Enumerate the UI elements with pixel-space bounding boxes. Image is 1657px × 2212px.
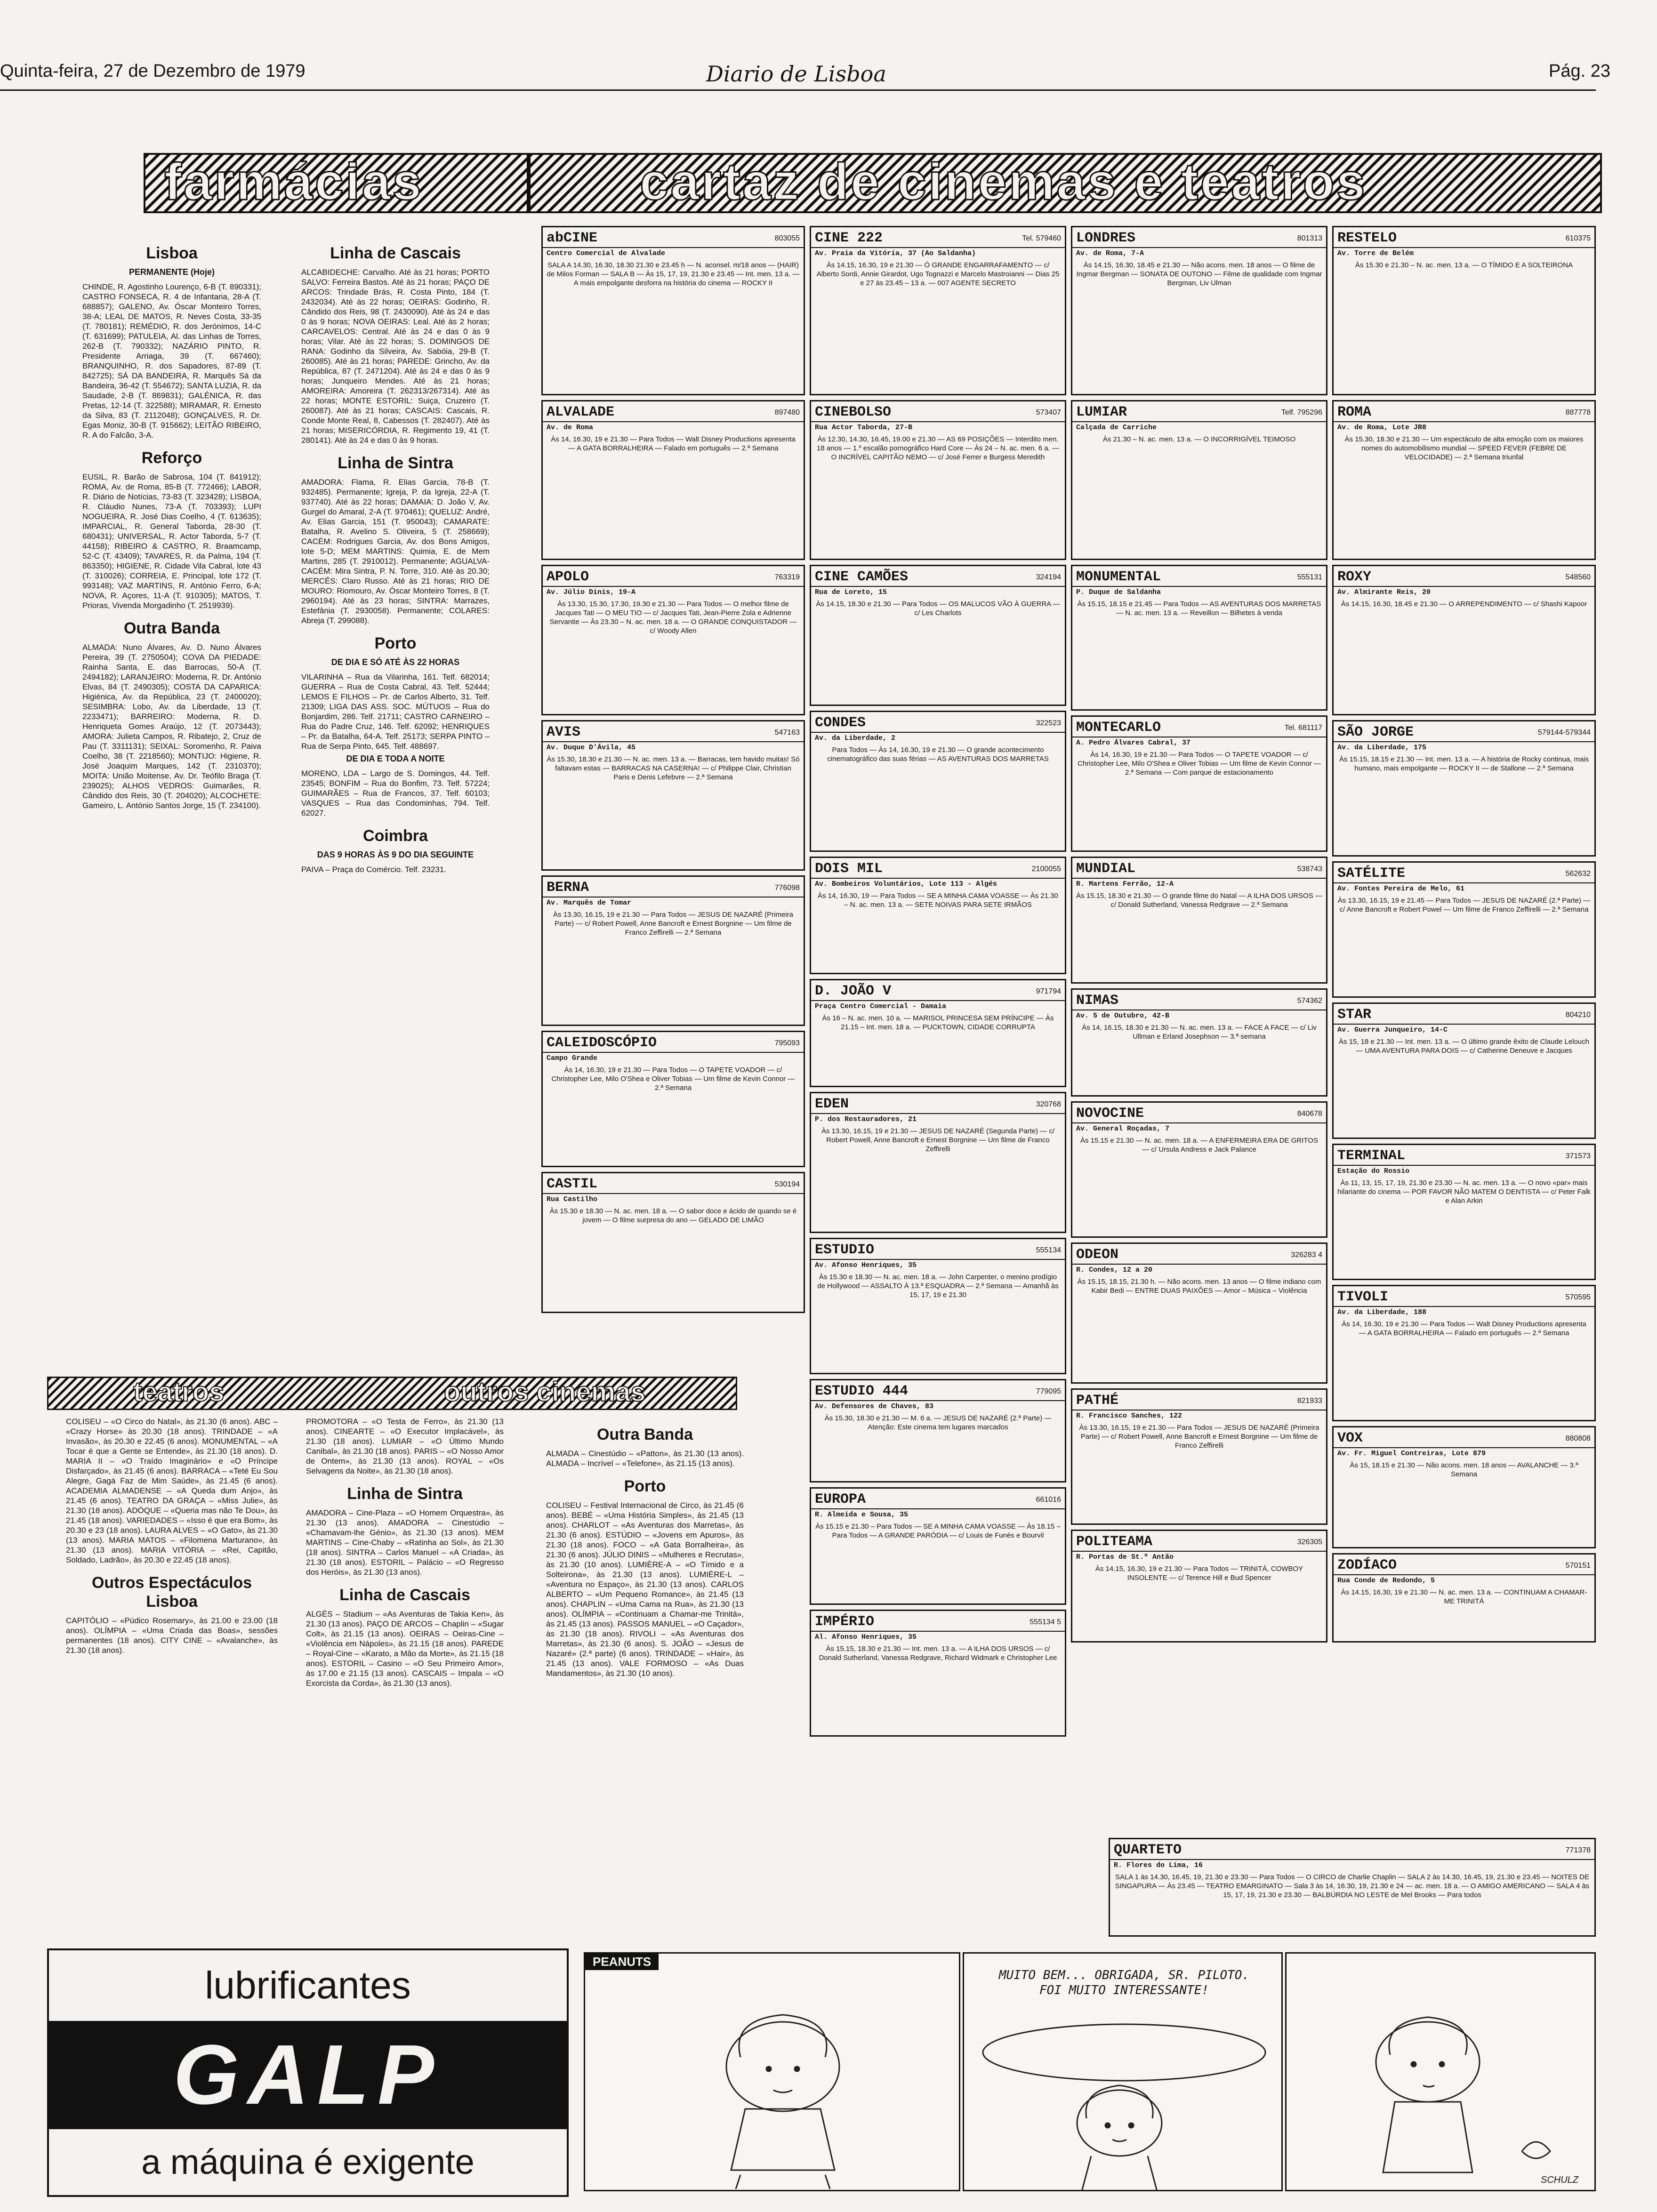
cinema-tel: 2100055 (1031, 865, 1061, 873)
cinema-name: ROXY (1337, 569, 1372, 585)
outros-sintra-list: AMADORA – Cine-Plaza – «O Homem Orquestra», às 21.30 (13 anos). AMADORA – Cinestúdio – «Chamavam-lhe Génio», às 21.30 (13 anos). MEM MARTINS – Cine-Chaby – «Ratinha ao Sol», às 21.30 (18 anos). SINTRA – Carlos Manuel – «A Criada», às 21.30 (18 anos). ESTORIL – Palácio – «O Regresso dos Heróis», às 21.30 (13 anos). (306, 1508, 504, 1577)
cinema-alvalade (541, 400, 805, 560)
cinema-tel: 880808 (1565, 1435, 1591, 1443)
heading-outros-cascais: Linha de Cascais (339, 1586, 470, 1604)
cinema-londres (1071, 226, 1327, 395)
cinema-tel: 547163 (774, 729, 800, 737)
cinema-tel: 803055 (774, 234, 800, 242)
cinema-tel: 573407 (1036, 409, 1061, 417)
cinema-program: Às 15.15, 18.15 e 21.30 — Int. men. 13 a. — A história de Rocky continua, mais humano, mais empolgante — ROCKY II — de Stallone — 2.ª Semana (1339, 755, 1589, 772)
cinema-address: Av. de Roma, 7-A (1072, 247, 1326, 259)
heading-outra-banda-2: Outra Banda (596, 1426, 693, 1443)
cinema-program: Às 14.15, 16.30, 19 e 21.30 — Para Todos — TRINITÁ, COWBOY INSOLENTE — c/ Terence Hill e Bud Spencer (1095, 1565, 1303, 1582)
cinema-name: AVIS (547, 724, 581, 740)
cinema-address: Calçada de Carriche (1072, 421, 1326, 433)
banner-pharmacies: farmácias (164, 153, 423, 211)
cinema-tel: 371573 (1565, 1152, 1591, 1160)
cinema-program: Às 14.15, 16.30, 18.45 e 21.30 — O ARREPENDIMENTO — c/ Shashi Kapoor (1341, 600, 1587, 608)
cinema-address: Al. Afonso Henriques, 35 (811, 1631, 1065, 1643)
cinema-program: Às 14, 16.30, 19 e 21.30 — Para Todos — O TAPETE VOADOR — c/ Christopher Lee, Milo O'Shea e Oliver Tobias — Um filme de Kevin Connor — 2.ª Semana — Com parque de estacionamento (1078, 751, 1321, 777)
theatre-banner (47, 1377, 737, 1410)
porto-list-2: MORENO, LDA – Largo de S. Domingos, 44. Telf. 23545; BONFIM – Rua do Bonfim, 73. Telf. 57224; GUIMARÃES – Rua de Francos, 37. Telf. 60103; VASQUES – Rua das Condominhas, 794. Telf. 62027. (301, 769, 490, 817)
cinema-quarteto (1109, 1838, 1596, 1937)
cinema-tel: Tel. 579460 (1022, 234, 1061, 242)
cinema-address: Estação do Rossio (1334, 1165, 1594, 1177)
cinema-tel: 570595 (1565, 1293, 1591, 1301)
cinema-avis (541, 720, 805, 871)
cinema-program: Às 14.15, 18.30 e 21.30 — Para Todos — OS MALUCOS VÃO À GUERRA — c/ Les Charlots (816, 600, 1060, 617)
cinema-name: TIVOLI (1337, 1289, 1389, 1305)
cinema-name: LONDRES (1076, 230, 1136, 246)
cinema-name: CINE CAMÕES (815, 569, 909, 585)
cinema-tel: 570151 (1565, 1562, 1591, 1570)
cinema-estudio (810, 1238, 1066, 1374)
cinema-program: Às 14, 16.30, 19 e 21.30 — Para Todos — Walt Disney Productions apresenta — A GATA BORRALHEIRA — Falado em português — 2.ª Semana (551, 435, 796, 452)
cinema-name: ODEON (1076, 1247, 1119, 1263)
cinema-name: NIMAS (1076, 993, 1119, 1009)
cinema-program: SALA 1 às 14.30, 16.45, 19, 21.30 e 23.30 — Para Todos — O CIRCO de Charlie Chaplin — SALA 2 às 14.30, 16.45, 19, 21.30 e 23.45 — NOITES DE SINGAPURA — Às 23.45 — TEATRO EMARGINATO — Sala 3 às 14, 16.30, 19, 21.30 e 24 — ac. men. 18 a. — O AMIGO AMERICANO — SALA 4 às 15, 17, 19, 21.30 e 23.30 — BALBÚRDIA NO LESTE de Mel Brooks — Para todos (1115, 1873, 1590, 1899)
heading-reforco: Reforço (141, 449, 202, 467)
cinema-program: Às 15, 18 e 21.30 — Int. men. 13 a. — O último grande êxito de Claude Lelouch — UMA AVENTURA PARA DOIS — c/ Catherine Deneuve e Jacques (1339, 1038, 1589, 1055)
cinema-cine-cam-es (810, 565, 1066, 706)
comic-title: PEANUTS (585, 1954, 659, 1970)
cinema-tel: 763319 (774, 573, 800, 581)
cinema-name: MUNDIAL (1076, 861, 1136, 877)
cinema-name: abCINE (547, 230, 598, 246)
cinema-program: Às 15.15, 18.30 e 21.30 — O grande filme do Natal — A ILHA DOS URSOS — c/ Donald Sutherland, Vanessa Redgrave — 2.ª Semana (1076, 892, 1322, 909)
cinema-name: ESTUDIO 444 (815, 1383, 909, 1399)
cinema-address: A. Pedro Álvares Cabral, 37 (1072, 737, 1326, 748)
cinema-address: R. Almeida e Sousa, 35 (811, 1508, 1065, 1520)
cinema-tel: 661016 (1036, 1496, 1061, 1504)
cinema-name: TERMINAL (1337, 1148, 1406, 1164)
cinema-address: Av. Praia da Vitória, 37 (Ao Saldanha) (811, 247, 1065, 259)
page-number: Pág. 23 (1549, 61, 1610, 81)
cinema-tel: 530194 (774, 1180, 800, 1188)
header-rule (0, 89, 1596, 91)
cinema-address: Rua Castilho (543, 1193, 804, 1205)
cinema-name: LUMIAR (1076, 404, 1127, 420)
cinema-tel: 538743 (1297, 865, 1322, 873)
cinema-address: Av. Fontes Pereira de Melo, 61 (1334, 882, 1594, 894)
cinema-tel: 840678 (1297, 1110, 1322, 1118)
cinema-address: Av. Afonso Henriques, 35 (811, 1259, 1065, 1271)
cinema-address: Av. Defensores de Chaves, 83 (811, 1400, 1065, 1412)
porto-sub-2: DE DIA E TODA A NOITE (346, 754, 445, 763)
cinema-name: IMPÉRIO (815, 1614, 875, 1630)
cinema-berna (541, 875, 805, 1026)
cinema-eden (810, 1092, 1066, 1233)
comic-signature: SCHULZ (1541, 2175, 1579, 2185)
cinema-name: CALEIDOSCÓPIO (547, 1035, 657, 1051)
cinema-tel: 320768 (1036, 1100, 1061, 1108)
cinema-roxy (1332, 565, 1596, 715)
section-banner (144, 153, 1602, 213)
cinema-vox (1332, 1426, 1596, 1548)
cinema-sat-lite (1332, 861, 1596, 998)
peanuts-comic (584, 1952, 1596, 2191)
cinema-address: P. dos Restauradores, 21 (811, 1113, 1065, 1125)
cinema-address: Av. da Liberdade, 188 (1334, 1306, 1594, 1318)
cinema-program: Às 11, 13, 15, 17, 19, 21.30 e 23.30 — N. ac. men. 13 a. — O novo «par» mais hilariante do cinema — POR FAVOR NÃO MATEM O DENTISTA — c/ Peter Falk e Alan Arkin (1337, 1179, 1591, 1205)
cinema-name: MONTECARLO (1076, 720, 1161, 736)
cinema-address: P. Duque de Saldanha (1072, 586, 1326, 598)
lisboa-list: CHINDE, R. Agostinho Lourenço, 6-B (T. 890331); CASTRO FONSECA, R. 4 de Infantaria, 28-A (T. 688857); GALENO, Av. Óscar Monteiro Torres, 38-A; LEAL DE MATOS, R. Neves Costa, 33-35 (T. 780181); REMÉDIO, R. dos Jerónimos, 14-C (T. 631699); PATULEIA, Al. das Linhas de Torres, 262-B (T. 790332); NAZÁRIO PINTO, R. Presidente Arriaga, 39 (T. 667460); BRANQUINHO, R. dos Sapadores, 87-89 (T. 842725); SÁ DA BANDEIRA, R. Marquês Sá da Bandeira, 36-42 (T. 554672); SANTA LUZIA, R. da Saudade, 2-B (T. 869831); GALÉNICA, R. das Pretas, 12-14 (T. 322588); MIRAMAR, R. Ernesto da Silva, 83 (T. 2112048); GONÇALVES, R. Dr. Egas Moniz, 30-B (T. 915662); LEITÃO RIBEIRO, R. A do Falcão, 3-A. (82, 282, 261, 440)
cinema-terminal (1332, 1144, 1596, 1280)
cinema-tel: 574362 (1297, 997, 1322, 1005)
cinema-tel: 897480 (774, 409, 800, 417)
cinema-name: ESTUDIO (815, 1242, 875, 1258)
cinema-name: NOVOCINE (1076, 1106, 1144, 1122)
cinema-program: Às 16 – N. ac. men. 10 a. — MARISOL PRINCESA SEM PRÍNCIPE — Às 21.15 – Int. men. 18 a. — PUCKTOWN, CIDADE CORRUPTA (822, 1014, 1054, 1031)
cinema-odeon (1071, 1242, 1327, 1384)
cinema-name: APOLO (547, 569, 589, 585)
cinema-tel: 887778 (1565, 409, 1591, 417)
heading-cascais: Linha de Cascais (330, 244, 461, 262)
cinema-name: BERNA (547, 880, 589, 896)
cinema-address: R. Condes, 12 a 20 (1072, 1264, 1326, 1275)
cinema-program: Às 13.30, 16.15, 19 e 21.30 — JESUS DE NAZARÉ (Segunda Parte) — c/ Robert Powell, Anne Bancroft e Ernest Borgnine — Um filme de Franco Zeffirelli (821, 1127, 1055, 1153)
cinema-program: Às 15.30 e 18.30 — N. ac. men. 18 a. — O sabor doce e ácido de quando se é jovem — O filme surpresa do ano — GELADO DE LIMÃO (549, 1207, 797, 1224)
ad-slogan: a máquina é exigente (141, 2142, 475, 2181)
heading-porto: Porto (374, 634, 417, 652)
cinema-tel: 562632 (1565, 870, 1591, 878)
cinema-address: Av. Marquês de Tomar (543, 897, 804, 908)
cinema-lumiar (1071, 400, 1327, 560)
cinema-star (1332, 1002, 1596, 1139)
cinema-cine-222 (810, 226, 1066, 395)
cinema-program: Às 14.15, 16.30, 18.45 e 21.30 — Não acons. men. 18 anos — O filme de Ingmar Bergman — SONATA DE OUTONO — Filme de qualidade com Ingmar Bergman, Liv Ulman (1076, 261, 1322, 287)
banner-outros-cinemas: outros cinemas (444, 1377, 646, 1407)
cinema-address: R. Flores do Lima, 16 (1110, 1859, 1594, 1871)
outros-cascais-list: ALGÉS – Stadium – «As Aventuras de Takia Ken», às 21.30 (13 anos). PAÇO DE ARCOS – Chaplin – «Sugar Colt», às 21.15 (13 anos). OEIRAS – Oeiras-Cine – «Violência em Nápoles», às 21.15 (18 anos). PAREDE – Royal-Cine – «Karato, a Mão da Morte», às 21.15 (18 anos). ESTORIL – Casino – «O Seu Primeiro Amor», às 17.00 e 21.15 (13 anos). CASCAIS – Impala – «O Exorcista da Corda», às 21.30 (13 anos). (306, 1610, 504, 1688)
cinema-program: Às 13.30, 16.15, 19 e 21.30 — Para Todos — JESUS DE NAZARÉ (Primeira Parte) — c/ Robert Powell, Anne Bancroft e Ernest Borgnine — Um filme de Franco Zeffirelli — 2.ª Semana (553, 911, 793, 937)
pharmacy-column-2 (301, 235, 490, 877)
cinema-name: ROMA (1337, 404, 1372, 420)
cinema-address: Av. de Roma (543, 421, 804, 433)
cinema-name: STAR (1337, 1007, 1372, 1023)
cinema-address: Rua Actor Taborda, 27-B (811, 421, 1065, 433)
cinema-name: EDEN (815, 1096, 849, 1112)
cinema-program: Às 15.30, 18.30 e 21.30 — N. ac. men. 13 a. — Barracas, tem havido muitas! Só faltavam estas — BARRACAS NA CASERNA! — c/ Philippe Clair, Christian Paris e Denis Lefebvre — 2.ª Semana (547, 755, 800, 781)
cinema-program: Às 15.30, 18.30 e 21.30 — Um espectáculo de alta emoção com os maiores nomes do automobilismo mundial — SPEED FEVER (FEBRE DE VELOCIDADE) — 2.ª Semana triunfal (1344, 435, 1584, 461)
teatros-list: COLISEU – «O Circo do Natal», às 21.30 (6 anos). ABC – «Crazy Horse» às 20.30 (18 anos). TRINDADE – «A Invasão», às 20.30 e 22.45 (6 anos). MONUMENTAL – «A Tocar é que a Gente se Entende», às 21.30 (18 anos). D. MARIA II – «O Traído Imaginário» e «O Príncipe Disfarçado», às 21.45 (6 anos). BARRACA – «Teté Eu Sou Alegre, Gagá Faz de Mim Saúde», às 21.45 (6 anos). ACADEMIA ALMADENSE – «A Queda dum Anjo», às 21.45 (6 anos). TEATRO DA GRAÇA – «Miss Julie», às 21.30 (18 anos). ADÓQUE – «Queria mas não Te Dou», às 21.45 (18 anos). VARIEDADES – «Isso é que era Bom», às 20.30 e 23 (18 anos). LAURA ALVES – «O Gato», às 21.30 (13 anos). MARIA MATOS – «Filomena Marturano», às 21.30 (13 anos). MARIA VITÓRIA – «Rei, Capitão, Soldado, Ladrão», às 20.30 e 22.45 (18 anos). (66, 1417, 278, 1564)
heading-outra-banda: Outra Banda (123, 619, 220, 637)
cinema-dois-mil (810, 857, 1066, 974)
cinema-name: CINE 222 (815, 230, 883, 246)
cinema-imp-rio (810, 1610, 1066, 1737)
cinema-name: SÃO JORGE (1337, 724, 1414, 740)
cinema-tel: Telf. 795296 (1281, 409, 1322, 417)
heading-permanente: PERMANENTE (Hoje) (129, 267, 215, 277)
cinema-address: Rua de Loreto, 15 (811, 586, 1065, 598)
outros-cinemas-column-1 (306, 1417, 504, 1691)
cinema-tel: 555134 5 (1030, 1618, 1061, 1626)
speech-balloon: MUITO BEM... OBRIGADA, SR. PILOTO. FOI MUITO INTERESSANTE! (998, 1968, 1250, 1997)
cinema-tel: 548560 (1565, 573, 1591, 581)
cinema-name: POLITEAMA (1076, 1534, 1153, 1550)
comic-panel-2 (963, 1952, 1283, 2191)
cinema-tel: 322523 (1036, 719, 1061, 727)
cinema-tel: 804210 (1565, 1011, 1591, 1019)
masthead: Diario de Lisboa (706, 61, 886, 87)
cinema-address: Rua Conde de Redondo, 5 (1334, 1574, 1594, 1586)
cinema-tivoli (1332, 1285, 1596, 1421)
heading-porto-2: Porto (624, 1477, 666, 1495)
cinema-name: CASTIL (547, 1176, 598, 1192)
cinema-tel: 776098 (774, 884, 800, 892)
comic-panel-3 (1285, 1952, 1596, 2191)
cinema-name: CONDES (815, 715, 866, 731)
cinema-address: Av. da Liberdade, 175 (1334, 741, 1594, 753)
header-date: Quinta-feira, 27 de Dezembro de 1979 (0, 61, 306, 81)
cinema-program: Às 15.15 e 21.30 — N. ac. men. 18 a. — A ENFERMEIRA ERA DE GRITOS — c/ Ursula Andress e Jack Palance (1080, 1137, 1318, 1154)
cinema-program: Para Todos — Às 14, 16.30, 19 e 21.30 — O grande acontecimento cinematográfico das suas férias — AS AVENTURAS DOS MARRETAS (827, 746, 1049, 763)
comic-drawing-3 (1287, 1954, 1596, 2191)
cinema-program: Às 15.30 e 18.30 — N. ac. men. 18 a. — John Carpenter, o menino prodígio de Hollywood — ASSALTO À 13.ª ESQUADRA — 2.ª Semana — Amanhã às 15, 17, 19 e 21.30 (817, 1273, 1059, 1299)
cinema-name: RESTELO (1337, 230, 1397, 246)
cinema-program: Às 21.30 – N. ac. men. 13 a. — O INCORRIGÍVEL TEIMOSO (1102, 435, 1296, 443)
cinema-tel: 555131 (1297, 573, 1322, 581)
cinema-address: Av. da Liberdade, 2 (811, 732, 1065, 744)
cinema-castil (541, 1172, 805, 1313)
cinema-address: Praça Centro Comercial - Damaia (811, 1000, 1065, 1012)
cinema-name: ALVALADE (547, 404, 615, 420)
cinema-name: PATHÉ (1076, 1393, 1119, 1409)
cinema-caleidosc-pio (541, 1031, 805, 1167)
cinema-cinebolso (810, 400, 1066, 560)
cinema-name: EUROPA (815, 1491, 866, 1507)
cinema-europa (810, 1487, 1066, 1605)
cinema-tel: 771378 (1565, 1846, 1591, 1854)
cinema-program: Às 15, 18.15 e 21.30 — Não acons. men. 18 anos — AVALANCHE — 3.ª Semana (1350, 1461, 1578, 1478)
cinema-nimas (1071, 988, 1327, 1097)
outros-espectaculos-list: CAPITÓLIO – «Púdico Rosemary», às 21.00 e 23.00 (18 anos). OLÍMPIA – «Uma Criada das Boas», sessões permanentes (18 anos). CITY CINE – «Avalanche», às 21.30 (18 anos). (66, 1616, 278, 1655)
cinema-tel: 610375 (1565, 234, 1591, 242)
comic-panel-1 (584, 1952, 960, 2191)
cinema-name: VOX (1337, 1430, 1363, 1446)
cinema-program: Às 14.15, 16.30, 19 e 21.30 — N. ac. men. 13 a. — CONTINUAM A CHAMAR-ME TRINITÁ (1341, 1588, 1587, 1605)
cinema-tel: 326305 (1297, 1538, 1322, 1546)
cinema-monumental (1071, 565, 1327, 711)
cinema-program: Às 15.15, 18.15, 21.30 h. — Não acons. men. 13 anos — O filme indiano com Kabir Bedi — ENTRE DUAS PAIXÕES — Amor – Música – Violência (1077, 1278, 1321, 1295)
cinema-tel: 779095 (1036, 1387, 1061, 1395)
cinema-montecarlo (1071, 715, 1327, 852)
cinema-zod-aco (1332, 1553, 1596, 1643)
cinema-address: Av. Fr. Miguel Contreiras, Lote 879 (1334, 1447, 1594, 1459)
cinema-program: SALA A 14.30, 16.30, 18.30 21.30 e 23.45 h — N. aconsel. m/18 anos — (HAIR) de Milos Forman — SALA B — Às 15, 17, 19, 21.30 e 23.45 — Int. men. 13 a. — A mais empolgante desforra na história do cinema — ROCKY II (547, 261, 800, 287)
cinema-name: D. JOÃO V (815, 983, 892, 999)
outros-cinemas-column-2 (546, 1417, 744, 1681)
banner-teatros: teatros (133, 1377, 225, 1407)
cinema-condes (810, 711, 1066, 852)
cinema-apolo (541, 565, 805, 715)
ad-lubrificantes: lubrificantes (205, 1964, 411, 2007)
cinema-name: DOIS MIL (815, 861, 883, 877)
banner-divider (527, 155, 531, 211)
cascais-list: ALCABIDECHE: Carvalho. Até às 21 horas; PORTO SALVO: Ferreira Bastos. Até às 21 horas; PAÇO DE ARCOS: Trindade Brás, R. Costa Pinto, 184 (T. 2432034). Até às 22 horas; OEIRAS: Godinho, R. Cândido dos Reis, 98 (T. 2430090). Até às 24 e das 0 às 9 horas; NOVA OEIRAS: Leal. Até às 2 horas; CARCAVELOS: Central. Até às 24 e das 0 às 9 horas; Vilar. Até às 22 horas; S. DOMINGOS DE RANA: Godinho da Silveira, Av. Sabóia, 29-B (T. 260085). Até às 21 horas; PAREDE: Grincho, Av. da República, 87 (T. 2471204). Até às 24 e das 0 às 9 horas; Junqueiro Mendes. Até às 21 horas; AMOREIRA: Amoreira (T. 262313/267314). Até às 22 horas; MONTE ESTORIL: Suiça, Cruzeiro (T. 260087). Até às 21 horas; CASCAIS: Cascais, R. Conde Monte Real, 8, Cabessos (T. 282407). Até às 21 horas; MISERICÓRDIA, R. Regimento 19, 41 (T. 280141). Até às 24 e das 0 às 9 horas. (301, 268, 490, 445)
cinema-roma (1332, 400, 1596, 560)
cinema-path- (1071, 1388, 1327, 1525)
cinema-name: CINEBOLSO (815, 404, 892, 420)
heading-sintra: Linha de Sintra (338, 454, 453, 472)
cinema-program: Às 14, 16.30, 19 — Para Todos — SE A MINHA CAMA VOASSE — Às 21.30 – N. ac. men. 13 a. — SETE NOIVAS PARA SETE IRMÃOS (818, 892, 1058, 909)
cinema-address: Av. General Roçadas, 7 (1072, 1122, 1326, 1134)
cinema-name: ZODÍACO (1337, 1557, 1397, 1573)
cinema-name: QUARTETO (1114, 1842, 1182, 1858)
cinema-tel: 801313 (1297, 234, 1322, 242)
sintra-list: AMADORA: Flama, R. Elias Garcia, 78-B (T. 932485). Permanente; Igreja, P. da Igreja, 22-A (T. 937740). Até às 22 horas; DAMAIA: D. João V, Av. Gurgel do Amaral, 2-A (T. 970461); QUELUZ: André, Av. Elias Garcia, 151 (T. 950043); CAMARATE: Batalha, R. Avelino S. Oliveira, 5 (T. 258669); CACÉM: Rodrigues Garcia, Av. dos Bons Amigos, lote 5-D; MEM MARTINS: Quimia, E. de Mem Martins, 285 (T. 2910012). Permanente; AGUALVA-CACÉM: Mira Sintra, P. N. Torre, 310. Até às 20.30; MERCÊS: Claro Russo. Até às 21 horas; RIO DE MOURO: Riomouro, Av. Óscar Monteiro Torres, 8 (T. 2960194). Até às 23 horas; SINTRA: Marrazes, Estefânia (T. 2930058). Permanente; COLARES: Abreja (T. 299088). (301, 478, 490, 625)
reforco-list: EUSIL, R. Barão de Sabrosa, 104 (T. 841912); ROMA, Av. de Roma, 85-B (T. 772466); LABOR, R. Diário de Notícias, 73-83 (T. 323428); LISBOA, R. Cláudio Nunes, 73-A (T. 703393); LUPI NOGUEIRA, R. José Dias Coelho, 4 (T. 613635); IMPARCIAL, R. General Taborda, 28-30 (T. 680431); UNIVERSAL, R. Actor Taborda, 5-7 (T. 44158); RIBEIRO & CASTRO, R. Braamcamp, 52-C (T. 43409); TAVARES, R. da Palma, 194 (T. 863350); HIGIENE, R. Cidade Vila Cabral, lote 43 (T. 310026); CORREIA, E. Principal, lote 172 (T. 993148); VAZ MARTINS, R. António Ferro, 6-A; NOVA, R. Açores, 11-A (T. 910305); MATOS, T. Prioras, Vivenda Morgadinho (T. 2519939). (82, 473, 261, 610)
cinema-tel: 821933 (1297, 1397, 1322, 1405)
cinema-program: Às 13.30, 16.15, 19 e 21.45 — Para Todos — JESUS DE NAZARÉ (2.ª Parte) — c/ Anne Bancroft e Robert Powel — Um filme de Franco Zeffirelli — 2.ª Semana (1337, 897, 1591, 914)
outros-cinemas-lisboa: PROMOTORA – «O Testa de Ferro», às 21.30 (13 anos). CINEARTE – «O Executor Implacável», às 21.30 (18 anos). LUMIAR – «O Último Mundo Canibal», às 21.30 (18 anos). PARIS – «O Nosso Amor de Ontem», às 21.30 (13 anos). ROYAL – «Os Selvagens da Noite», às 21.30 (18 anos). (306, 1417, 504, 1475)
cinema-address: Av. Júlio Dinis, 19-A (543, 586, 804, 598)
pharmacy-column-1 (82, 235, 261, 813)
heading-outros-espectaculos: Outros Espectáculos Lisboa (91, 1574, 252, 1611)
cinema-s-o-jorge (1332, 720, 1596, 857)
cinema-program: Às 15.30 e 21.30 – N. ac. men. 13 a. — O TÍMIDO E A SOLTEIRONA (1355, 261, 1573, 269)
cinema-tel: 795093 (774, 1039, 800, 1047)
heading-coimbra: Coimbra (363, 827, 428, 845)
cinema-restelo (1332, 226, 1596, 395)
galp-logo: GALP (49, 2021, 567, 2129)
heading-lisboa: Lisboa (146, 244, 198, 262)
cinema-program: Às 12.30, 14.30, 16.45, 19.00 e 21.30 — AS 69 POSIÇÕES — Interdito men. 18 anos — 1.º escalão pornográfico Hard Core — Às 24 – N. ac. men. 6 a. — O INCRÍVEL CAPITÃO NEMO — c/ José Ferrer e Burgess Meredith (817, 435, 1059, 461)
cinema-mundial (1071, 857, 1327, 984)
cinema-program: Às 15.30, 18.30 e 21.30 — M. 6 a. — JESUS DE NAZARÉ (2.ª Parte) — Atenção: Este cinema tem lugares marcados (824, 1414, 1052, 1431)
cinema-address: Av. Duque D'Ávila, 45 (543, 741, 804, 753)
cinema-address: Campo Grande (543, 1052, 804, 1064)
cinema-name: SATÉLITE (1337, 866, 1406, 882)
cinema-address: Av. de Roma, Lote JR8 (1334, 421, 1594, 433)
cinema-address: R. Portas de St.º Antão (1072, 1551, 1326, 1563)
galp-advert (47, 1948, 569, 2197)
cinema-address: Av. 5 de Outubro, 42-B (1072, 1010, 1326, 1021)
cinema-tel: 555134 (1036, 1246, 1061, 1254)
cinema-program: Às 13.30, 16.15, 19 e 21.30 — Para Todos — JESUS DE NAZARÉ (Primeira Parte) — c/ Robert Powell, Anne Bancroft e Ernest Borgnine — Um filme de Franco Zeffirelli (1079, 1424, 1319, 1450)
cinema-abcine (541, 226, 805, 395)
cinema-tel: 324194 (1036, 573, 1061, 581)
cinema-tel: 579144-579344 (1537, 729, 1591, 737)
cinema-address: R. Martens Ferrão, 12-A (1072, 878, 1326, 890)
coimbra-sub: DAS 9 HORAS ÀS 9 DO DIA SEGUINTE (317, 850, 474, 859)
cinema-program: Às 15.15, 18.15 e 21.45 — Para Todos — AS AVENTURAS DOS MARRETAS — N. ac. men. 13 a. — Reveillon — Bilhetes à venda (1077, 600, 1321, 617)
cinema-program: Às 13.30, 15.30, 17.30, 19.30 e 21.30 — Para Todos — O melhor filme de Jacques Tati — O MEU TIO — c/ Jacques Tati, Jean-Pierre Zola e Adrienne Servantie — Às 23.30 – N. ac. men. 18 a. — O GRANDE CONQUISTADOR — c/ Woody Allen (549, 600, 797, 635)
cinema-novocine (1071, 1101, 1327, 1238)
cinema-address: Av. Almirante Reis, 20 (1334, 586, 1594, 598)
cinema-tel: 971794 (1036, 987, 1061, 995)
cinema-address: Centro Comercial de Alvalade (543, 247, 804, 259)
cinema-program: Às 14, 16.30, 19 e 21.30 — Para Todos — Walt Disney Productions apresenta — A GATA BORRALHEIRA — Falado em português — 2.ª Semana (1342, 1320, 1586, 1337)
cinema-address: Av. Torre de Belém (1334, 247, 1594, 259)
heading-outros-sintra: Linha de Sintra (347, 1485, 463, 1503)
coimbra-list: PAIVA – Praça do Comércio. Telf. 23231. (301, 865, 447, 874)
porto-2-list: COLISEU – Festival Internacional de Circo, às 21.45 (6 anos). BEBÉ – «Uma História Simples», às 21.45 (13 anos). CHARLOT – «As Aventuras dos Marretas», às 21.30 (6 anos). ESTÚDIO – «Jovens em Apuros», às 21.30 (18 anos). FOCO – «A Gata Borralheira», às 21.30 (6 anos). JÚLIO DINIS – «Mulheres e Recrutas», às 21.30 (10 anos). LUMIÈRE-A – «O Tímido e a Solteirona», às 21.30 (13 anos). LUMIÈRE-L – «Aventura no Espaço», às 21.30 (13 anos). CARLOS ALBERTO – «Um Pequeno Romance», às 21.45 (13 anos). CHAPLIN – «Uma Cama na Rua», às 21.30 (13 anos). OLÍMPIA – «Continuam a Chamar-me Trinitá», às 21.45 (13 anos). PASSOS MANUEL – «O Caçador», às 21.30 (18 anos). RIVOLI – «As Aventuras dos Marretas», às 21.30 (6 anos). S. JOÃO – «Jesus de Nazaré» (2.ª parte) (6 anos). TRINDADE – «Hair», às 21.45 (13 anos). VALE FORMOSO – «As Duas Mandamentos», às 21.30 (10 anos). (546, 1501, 744, 1678)
cinema-program: Às 15.15 e 21.30 – Para Todos — SE A MINHA CAMA VOASSE — Às 18.15 – Para Todos — A GRANDE PARÓDIA — c/ Louis de Funès e Bourvil (815, 1523, 1061, 1539)
outra-banda-2-list: ALMADA – Cinestúdio – «Patton», às 21.30 (13 anos). ALMADA – Incrível – «Telefone», às 21.15 (13 anos). (546, 1449, 744, 1468)
cinema-d-jo-o-v (810, 979, 1066, 1087)
cinema-program: Às 15.15, 18.30 e 21.30 — Int. men. 13 a. — A ILHA DOS URSOS — c/ Donald Sutherland, Vanessa Redgrave, Richard Widmark e Christopher Lee (819, 1645, 1057, 1662)
cinema-program: Às 14.15, 16.30, 19 e 21.30 — Ó GRANDE ENGARRAFAMENTO — c/ Alberto Sordi, Annie Girardot, Ugo Tognazzi e Marcelo Mastroianni — Dias 25 e 27 às 23.45 – 13 a. — 007 AGENTE SECRETO (816, 261, 1060, 287)
porto-list-1: VILARINHA – Rua da Vilarinha, 161. Telf. 682014; GUERRA – Rua de Costa Cabral, 43. Telf. 52444; LEMOS E FILHOS – Pr. de Carlos Alberto, 31. Telf. 21309; LIGA DAS ASS. SOC. MÚTUOS – Rua do Bonjardim, 286. Telf. 21711; CASTRO CARNEIRO – Rua do Padre Cruz, 146. Telf. 62092; HENRIQUES – Pr. da Batalha, 64-A. Telf. 25173; SERPA PINTO – Rua de Serpa Pinto, 645. Telf. 488697. (301, 673, 490, 751)
cinema-tel: 326283 4 (1291, 1251, 1322, 1259)
cinema-address: R. Francisco Sanches, 122 (1072, 1410, 1326, 1421)
comic-drawing-1 (585, 1954, 960, 2191)
porto-sub-1: DE DIA E SÓ ATÉ ÀS 22 HORAS (331, 657, 460, 667)
cinema-program: Às 14, 16.15, 18.30 e 21.30 — N. ac. men. 13 a. — FACE A FACE — c/ Liv Ullman e Erland Josephson — 3.ª semana (1082, 1024, 1317, 1041)
cinema-address: Av. Guerra Junqueiro, 14-C (1334, 1024, 1594, 1035)
cinema-tel: Tel. 681117 (1284, 724, 1322, 732)
cinema-program: Às 14, 16.30, 19 e 21.30 — Para Todos — O TAPETE VOADOR — c/ Christopher Lee, Milo O'Shea e Oliver Tobias — Um filme de Kevin Connor — 2.ª Semana (551, 1066, 795, 1092)
outra-banda-list: ALMADA: Nuno Álvares, Av. D. Nuno Álvares Pereira, 39 (T. 2750504); COVA DA PIEDADE: Rainha Santa, E. das Barrocas, 50-A (T. 2494182); LARANJEIRO: Moderna, R. Dr. António Elvas, 84 (T. 2490305); COSTA DA CAPARICA: Higiénica, Av. da República, 23 (T. 2400020); SESIMBRA: Lobo, Av. da Liberdade, 13 (T. 2233471); BARREIRO: Moderna, R. D. Henriqueta Gomes Araújo, 12 (T. 2073443); AMORA: Julieta Campos, R. Ribatejo, 2, Cruz de Pau (T. 3311131); SEIXAL: Soromenho, R. Paiva Coelho, 38 (T. 2218560); MONTIJO: Higiene, R. José Joaquim Marques, 142 (T. 2310370); MOITA: União Moitense, Av. Dr. Teófilo Braga (T. 239025); ALHOS VEDROS: Guimarães, R. Cândido dos Reis, 30 (T. 204020); ALCOCHETE: Gameiro, L. António Santos Jorge, 15 (T. 234100). (82, 643, 261, 810)
cinema-address: Av. Bombeiros Voluntários, Lote 113 - Algés (811, 878, 1065, 890)
cinema-estudio-444 (810, 1379, 1066, 1483)
cinema-politeama (1071, 1530, 1327, 1643)
cinema-name: MONUMENTAL (1076, 569, 1161, 585)
teatros-column (66, 1417, 278, 1658)
banner-cinemas: cartaz de cinemas e teatros (640, 153, 1367, 211)
